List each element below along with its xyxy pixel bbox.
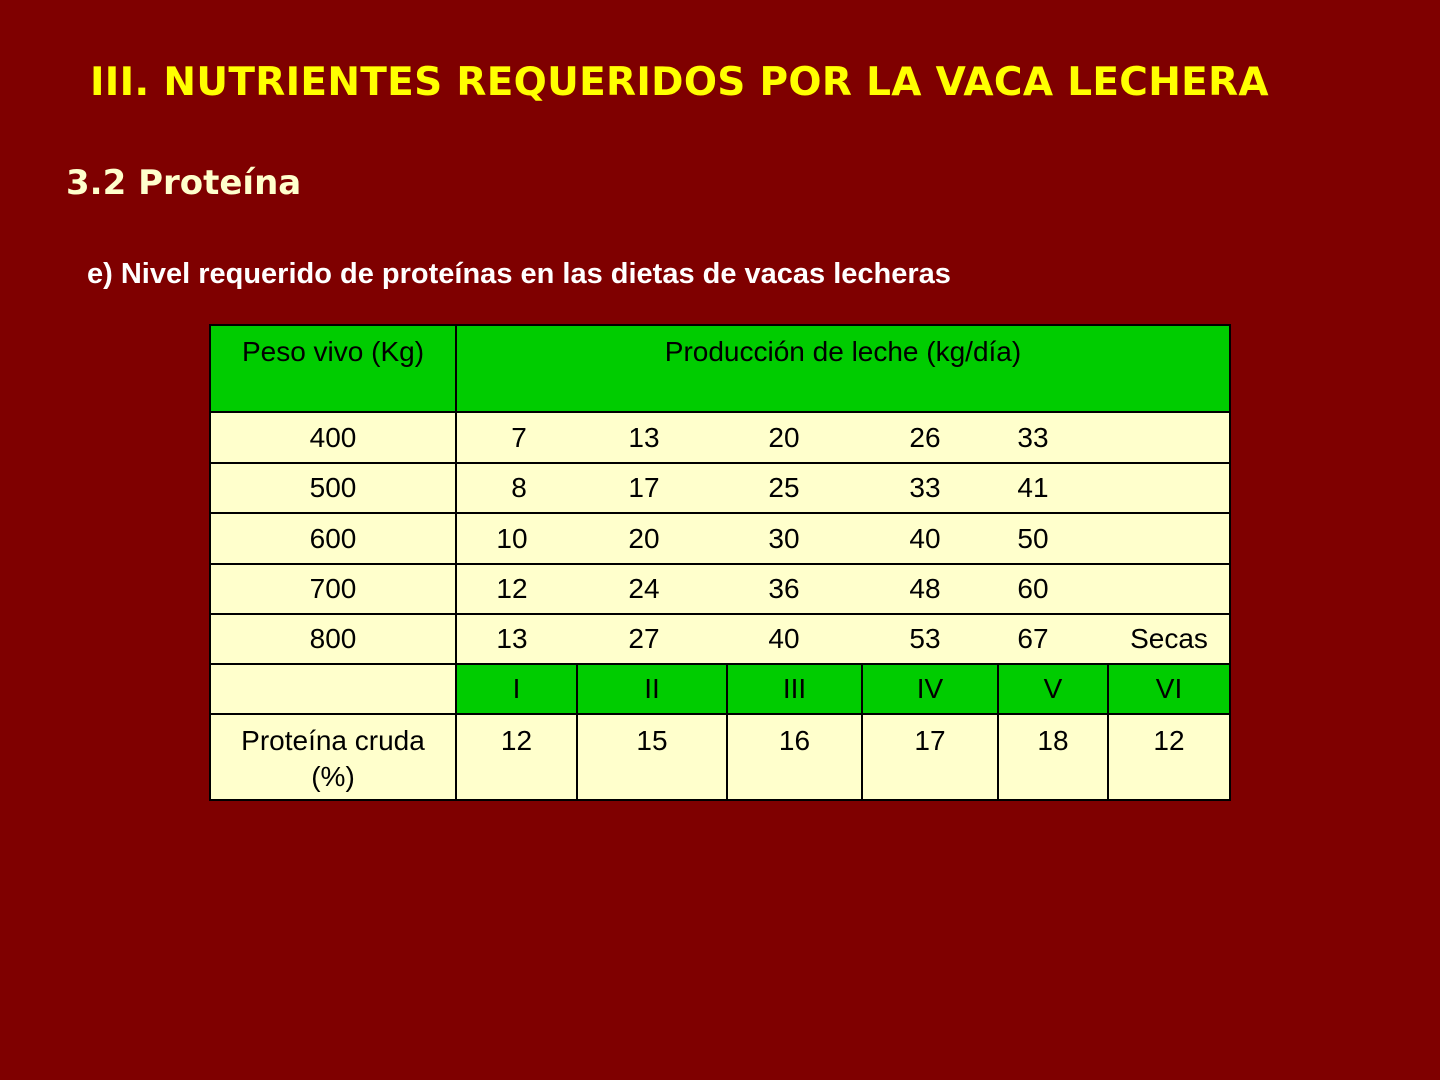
protein-value: 12 <box>500 725 533 756</box>
protein-value: 17 <box>914 725 946 756</box>
row-divider <box>211 613 1229 615</box>
protein-value: 15 <box>636 725 668 756</box>
group-label: III <box>782 673 807 704</box>
group-label: V <box>1043 673 1063 704</box>
production-cell: 36 <box>768 573 800 604</box>
group-label: II <box>644 673 660 704</box>
production-cell: 13 <box>496 623 528 654</box>
row-divider <box>211 663 1229 665</box>
production-cell: 33 <box>909 472 941 503</box>
production-cell: 26 <box>909 422 941 453</box>
production-cell: 41 <box>1017 472 1049 503</box>
production-cell: 13 <box>628 422 660 453</box>
slide-title: III. NUTRIENTES REQUERIDOS POR LA VACA LECHERA <box>90 60 1269 105</box>
production-cell: 33 <box>1017 422 1049 453</box>
protein-label-line1: Proteína cruda <box>241 725 425 756</box>
production-cell: 24 <box>628 573 660 604</box>
production-cell: 50 <box>1017 523 1049 554</box>
group-label: I <box>512 673 521 704</box>
production-cell: 7 <box>511 422 527 453</box>
protein-value: 12 <box>1153 725 1185 756</box>
peso-cell: 800 <box>309 623 357 654</box>
production-cell: 53 <box>909 623 941 654</box>
peso-cell: 600 <box>309 523 357 554</box>
group-label: IV <box>916 673 944 704</box>
header-produccion: Producción de leche (kg/día) <box>664 336 1022 367</box>
row-divider <box>211 563 1229 565</box>
peso-cell: 400 <box>309 422 357 453</box>
production-cell: 10 <box>496 523 528 554</box>
production-cell: 12 <box>496 573 528 604</box>
protein-value: 16 <box>778 725 811 756</box>
production-cell: 8 <box>511 472 527 503</box>
production-cell: 67 <box>1017 623 1049 654</box>
secas-label: Secas <box>1130 623 1208 654</box>
protein-label-line2: (%) <box>311 761 355 792</box>
protein-requirements-table <box>209 324 1231 801</box>
production-cell: 40 <box>909 523 941 554</box>
row-divider <box>211 411 1229 413</box>
production-cell: 27 <box>628 623 660 654</box>
peso-cell: 700 <box>309 573 357 604</box>
production-cell: 20 <box>628 523 660 554</box>
production-cell: 40 <box>768 623 800 654</box>
row-divider <box>211 512 1229 514</box>
peso-cell: 500 <box>309 472 357 503</box>
production-cell: 17 <box>628 472 660 503</box>
row-divider <box>211 462 1229 464</box>
production-cell: 48 <box>909 573 941 604</box>
production-cell: 30 <box>768 523 800 554</box>
row-divider <box>211 713 1229 715</box>
table-caption: e) Nivel requerido de proteínas en las dietas de vacas lecheras <box>87 258 951 290</box>
production-cell: 25 <box>768 472 800 503</box>
header-peso-vivo: Peso vivo (Kg) <box>241 336 425 367</box>
section-title: 3.2 Proteína <box>66 163 302 203</box>
production-cell: 20 <box>768 422 800 453</box>
production-cell: 60 <box>1017 573 1049 604</box>
group-label: VI <box>1155 673 1183 704</box>
protein-value: 18 <box>1037 725 1069 756</box>
